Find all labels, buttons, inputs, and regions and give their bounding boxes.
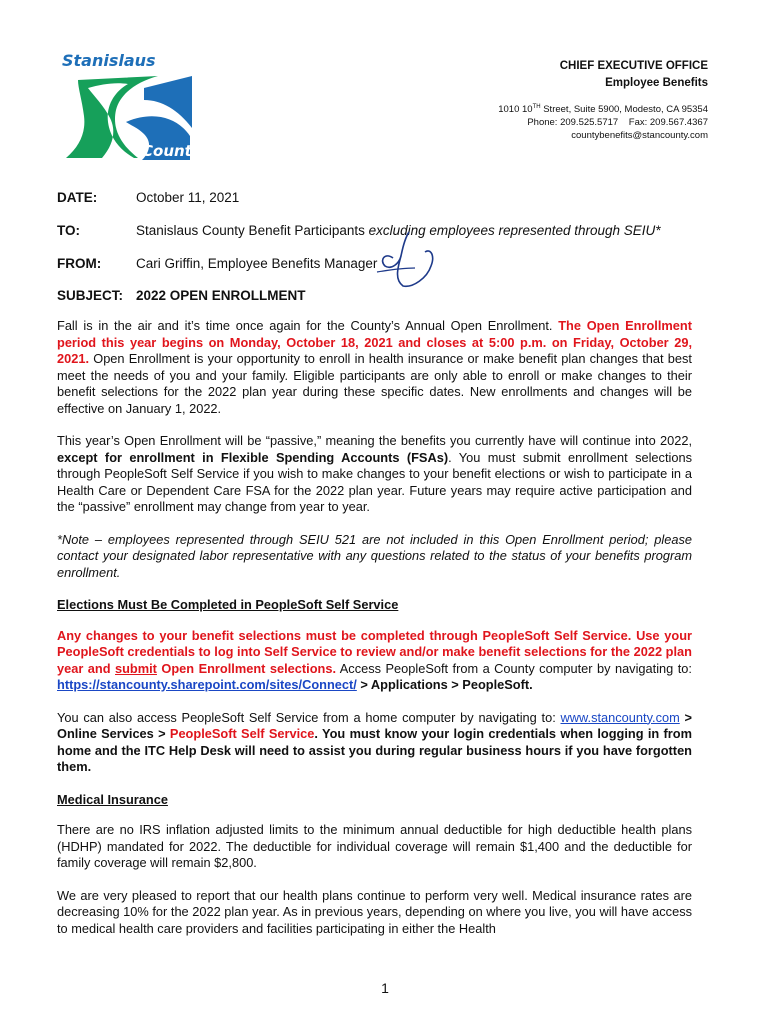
elections-paragraph: Any changes to your benefit selections must be completed through PeopleSoft Self Service. Use your PeopleSoft credentials to log into Self Service to review and/or make benefit selections for the 2022 plan year and submit Open Enrollment selections. Access PeopleSoft from a County computer by navigating to: https://stancounty.sharepoint.com/sites/Connect/ > Applications > PeopleSoft. bbox=[57, 627, 692, 692]
email: countybenefits@stancounty.com bbox=[571, 130, 708, 142]
from-label: FROM: bbox=[57, 256, 102, 271]
signature bbox=[375, 230, 445, 288]
subject-value: 2022 OPEN ENROLLMENT bbox=[136, 288, 306, 303]
letterhead bbox=[498, 58, 708, 142]
department-name: Employee Benefits bbox=[605, 77, 708, 89]
date-value: October 11, 2021 bbox=[136, 190, 240, 205]
fax: Fax: 209.567.4367 bbox=[628, 117, 708, 129]
medical-paragraph-2: We are very pleased to report that our health plans continue to perform very well. Medical insurance rates are decreasing 10% for the 2022 plan year. As in previous years, depending on where you live, you will have access to medical health care providers and facilities participating in either the Health bbox=[57, 887, 692, 936]
note-paragraph: *Note – employees represented through SEIU 521 are not included in this Open Enrollment period; please contact your designated labor representative with any questions related to the status of your benefits program enrollment. bbox=[57, 531, 692, 580]
to-value: Stanislaus County Benefit Participants excluding employees represented through SEIU* bbox=[136, 223, 661, 238]
medical-heading: Medical Insurance bbox=[57, 791, 168, 807]
subject-label: SUBJECT: bbox=[57, 288, 124, 303]
phone: Phone: 209.525.5717 bbox=[527, 117, 619, 129]
from-value: Cari Griffin, Employee Benefits Manager bbox=[136, 256, 378, 271]
svg-text:Stanislaus: Stanislaus bbox=[62, 51, 156, 70]
office-name: CHIEF EXECUTIVE OFFICE bbox=[559, 60, 708, 72]
svg-text:County: County bbox=[142, 142, 202, 160]
elections-heading: Elections Must Be Completed in PeopleSoft Self Service bbox=[57, 597, 399, 612]
intro-paragraph: Fall is in the air and it’s time once again for the County’s Annual Open Enrollment. The Open Enrollment period this year begins on Monday, October 18, 2021 and closes at 5:00 p.m. on Friday, October 29, 2021. Open Enrollment is your opportunity to enroll in health insurance or make benefit plan changes that best meet the needs of you and your family. Eligible participants are only able to enroll or make changes to their benefit selections for the 2022 plan year during these specific dates. New enrollments and changes will be effective on January 1, 2022. bbox=[57, 318, 692, 416]
page-number: 1 bbox=[381, 980, 389, 996]
letter-body bbox=[57, 318, 692, 953]
address-block: 1010 10TH Street, Suite 5900, Modesto, CA 95354 Phone: 209.525.5717 Fax: 209.567.4367 countybenefits@stancounty.com bbox=[498, 104, 708, 142]
home-access-paragraph: You can also access PeopleSoft Self Service from a home computer by navigating to: www.stancounty.com > Online Services > PeopleSoft Self Service. You must know your login credentials when logging in from home and the ITC Help Desk will need to assist you during regular business hours if you have forgotten them. bbox=[57, 709, 692, 774]
connect-link[interactable]: https://stancounty.sharepoint.com/sites/Connect/ bbox=[57, 677, 357, 692]
stancounty-link[interactable]: www.stancounty.com bbox=[560, 709, 680, 725]
passive-paragraph: This year’s Open Enrollment will be “passive,” meaning the benefits you currently have will continue into 2022, except for enrollment in Flexible Spending Accounts (FSAs). You must submit enrollment selections through PeopleSoft Self Service if you wish to make changes to your benefit elections or wish to participate in a Health Care or Dependent Care FSA for the 2022 plan year. Future years may require active participation and the “passive” enrollment may change from year to year. bbox=[57, 433, 692, 514]
date-label: DATE: bbox=[57, 190, 98, 205]
to-label: TO: bbox=[57, 223, 80, 238]
stanislaus-county-logo bbox=[58, 48, 202, 162]
medical-paragraph-1: There are no IRS inflation adjusted limits to the minimum annual deductible for high deductible health plans (HDHP) mandated for 2022. The deductible for individual coverage will remain $1,400 and the deductible for family coverage will remain $2,800. bbox=[57, 822, 692, 870]
